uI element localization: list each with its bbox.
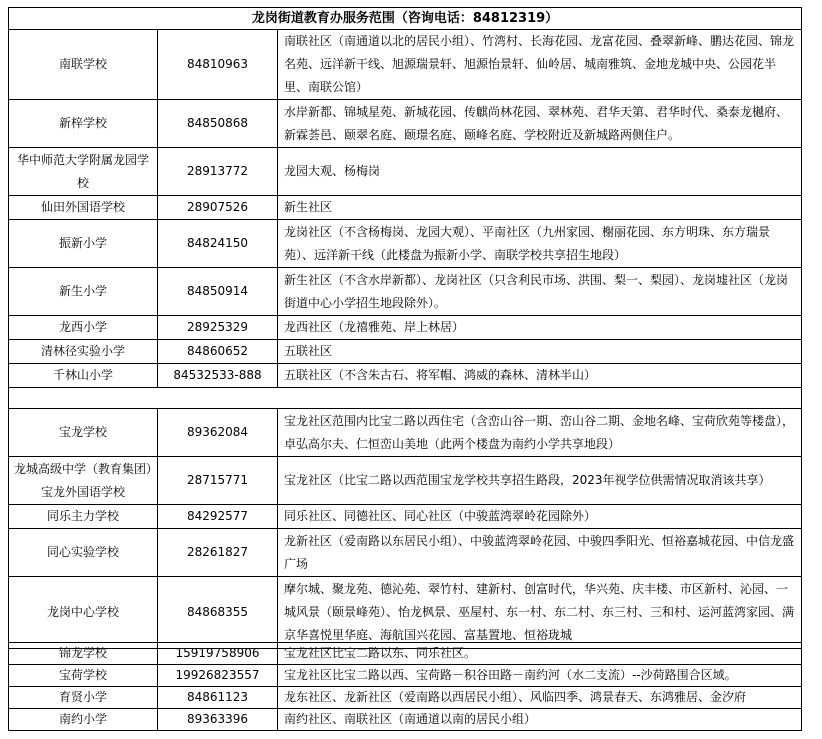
phone-number: 19926823557 bbox=[158, 665, 278, 687]
service-area: 新生社区 bbox=[278, 196, 802, 220]
school-name: 锦龙学校 bbox=[9, 643, 158, 665]
service-area: 水岸新都、锦城星苑、新城花园、传麒尚林花园、翠林苑、君华天第、君华时代、桑泰龙樾府、新霖荟邑、颐翠名庭、颐璟名庭、颐峰名庭、学校附近及新城路两侧住户。 bbox=[278, 100, 802, 148]
service-area: 同乐社区、同德社区、同心社区（中骏蓝湾翠岭花园除外） bbox=[278, 505, 802, 529]
phone-number: 89363396 bbox=[158, 709, 278, 731]
school-name: 振新小学 bbox=[9, 220, 158, 268]
table-row bbox=[9, 316, 802, 340]
table-row bbox=[9, 577, 802, 649]
service-area: 龙西社区（龙禧雅苑、岸上林居） bbox=[278, 316, 802, 340]
table-row bbox=[9, 665, 802, 687]
blank-row bbox=[9, 388, 802, 409]
phone-number: 84810963 bbox=[158, 30, 278, 100]
table-row bbox=[9, 30, 802, 100]
service-area: 南联社区（南通道以北的居民小组）、竹湾村、长海花园、龙富花园、叠翠新峰、鹏达花园、锦龙名苑、远洋新干线、旭源瑞景轩、旭源怡景轩、仙岭居、城南雅筑、金地龙城中央、公园花半里、南联公馆） bbox=[278, 30, 802, 100]
school-name: 育贤小学 bbox=[9, 687, 158, 709]
phone-number: 84824150 bbox=[158, 220, 278, 268]
phone-number: 84861123 bbox=[158, 687, 278, 709]
school-name: 南联学校 bbox=[9, 30, 158, 100]
table-row bbox=[9, 196, 802, 220]
service-area: 龙东社区、龙新社区（爱南路以西居民小组）、风临四季、鸿景春天、东鸿雅居、金汐府 bbox=[278, 687, 802, 709]
table-row bbox=[9, 220, 802, 268]
table-title-row bbox=[9, 8, 802, 30]
table-row bbox=[9, 364, 802, 388]
school-name: 龙城高级中学（教育集团）宝龙外国语学校 bbox=[9, 457, 158, 505]
service-area: 五联社区（不含朱古石、将军帽、鸿威的森林、清林半山） bbox=[278, 364, 802, 388]
school-name: 仙田外国语学校 bbox=[9, 196, 158, 220]
table-row bbox=[9, 505, 802, 529]
table-row bbox=[9, 148, 802, 196]
service-area: 五联社区 bbox=[278, 340, 802, 364]
school-name: 同乐主力学校 bbox=[9, 505, 158, 529]
phone-number: 15919758906 bbox=[158, 643, 278, 665]
service-area-table bbox=[8, 7, 802, 649]
table-row bbox=[9, 457, 802, 505]
phone-number: 84868355 bbox=[158, 577, 278, 649]
service-area: 新生社区（不含水岸新都）、龙岗社区（只含利民市场、洪围、梨一、梨园）、龙岗墟社区（龙岗街道中心小学招生地段除外）。 bbox=[278, 268, 802, 316]
school-name: 龙西小学 bbox=[9, 316, 158, 340]
service-area: 宝龙社区范围内比宝二路以西住宅（含峦山谷一期、峦山谷二期、金地名峰、宝荷欣苑等楼盘），卓弘高尔夫、仁恒峦山美地（此两个楼盘为南约小学共享地段） bbox=[278, 409, 802, 457]
table-row bbox=[9, 529, 802, 577]
service-area: 摩尔城、聚龙苑、德沁苑、翠竹村、建新村、创富时代，华兴苑、庆丰楼、市区新村、沁园、一城风景（颐景峰苑）、怡龙枫景、巫屋村、东一村、东二村、东三村、三和村、运河蓝湾家园、满京华喜悦里华庭、海航国兴花园、富基置地、恒裕珑城 bbox=[278, 577, 802, 649]
phone-number: 28913772 bbox=[158, 148, 278, 196]
service-area-table-continued bbox=[8, 642, 802, 731]
school-name: 千林山小学 bbox=[9, 364, 158, 388]
table-row bbox=[9, 100, 802, 148]
school-name: 同心实验学校 bbox=[9, 529, 158, 577]
phone-number: 84860652 bbox=[158, 340, 278, 364]
service-area: 宝龙社区（比宝二路以西范围宝龙学校共享招生路段，2023年视学位供需情况取消该共享） bbox=[278, 457, 802, 505]
service-area: 龙岗社区（不含杨梅岗、龙园大观）、平南社区（九州家园、榭丽花园、东方明珠、东方瑞景苑）、远洋新干线（此楼盘为振新小学、南联学校共享招生地段） bbox=[278, 220, 802, 268]
table-row bbox=[9, 409, 802, 457]
service-area: 龙园大观、杨梅岗 bbox=[278, 148, 802, 196]
blank-cell bbox=[9, 388, 802, 409]
school-name: 南约小学 bbox=[9, 709, 158, 731]
school-name: 新生小学 bbox=[9, 268, 158, 316]
phone-number: 84532533-888 bbox=[158, 364, 278, 388]
phone-number: 84850868 bbox=[158, 100, 278, 148]
school-name: 宝龙学校 bbox=[9, 409, 158, 457]
phone-number: 84850914 bbox=[158, 268, 278, 316]
table-title: 龙岗街道教育办服务范围（咨询电话：84812319） bbox=[9, 8, 802, 30]
phone-number: 84292577 bbox=[158, 505, 278, 529]
table-row bbox=[9, 687, 802, 709]
service-area: 南约社区、南联社区（南通道以南的居民小组） bbox=[278, 709, 802, 731]
school-name: 宝荷学校 bbox=[9, 665, 158, 687]
phone-number: 28261827 bbox=[158, 529, 278, 577]
school-name: 清林径实验小学 bbox=[9, 340, 158, 364]
school-name: 华中师范大学附属龙园学校 bbox=[9, 148, 158, 196]
phone-number: 28715771 bbox=[158, 457, 278, 505]
phone-number: 89362084 bbox=[158, 409, 278, 457]
phone-number: 28907526 bbox=[158, 196, 278, 220]
service-area: 宝龙社区比宝二路以东、同乐社区。 bbox=[278, 643, 802, 665]
service-area: 宝龙社区比宝二路以西、宝荷路－积谷田路－南约河（水二支流）--沙荷路围合区域。 bbox=[278, 665, 802, 687]
phone-number: 28925329 bbox=[158, 316, 278, 340]
table-row bbox=[9, 643, 802, 665]
school-name: 龙岗中心学校 bbox=[9, 577, 158, 649]
table-row bbox=[9, 709, 802, 731]
service-area: 龙新社区（爱南路以东居民小组）、中骏蓝湾翠岭花园、中骏四季阳光、恒裕嘉城花园、中信龙盛广场 bbox=[278, 529, 802, 577]
school-name: 新梓学校 bbox=[9, 100, 158, 148]
table-row bbox=[9, 268, 802, 316]
table-row bbox=[9, 340, 802, 364]
